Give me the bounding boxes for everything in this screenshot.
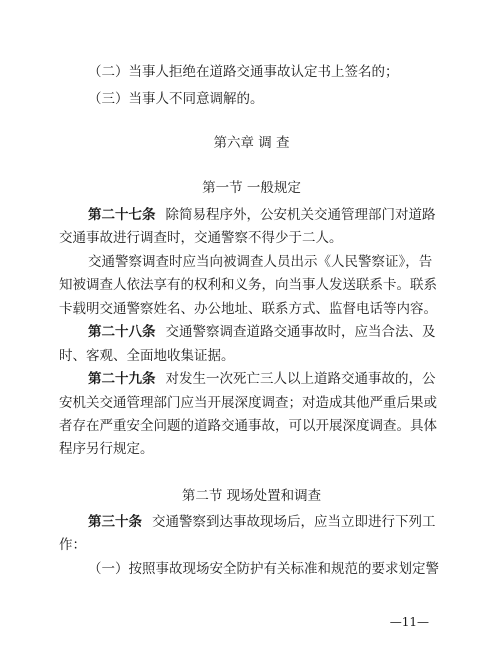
paragraph-2-line-3: 卡载明交通警察姓名、办公地址、联系方式、监督电话等内容。 bbox=[59, 301, 437, 317]
article-29-text-1: 对发生一次死亡三人以上道路交通事故的，公 bbox=[165, 371, 436, 387]
page-number: —11— bbox=[389, 615, 429, 629]
article-29-line-1 bbox=[88, 370, 447, 388]
article-29-line-4: 程序另行规定。 bbox=[59, 441, 154, 457]
chapter-title: 第六章 调 查 bbox=[213, 135, 290, 151]
article-27-line-2: 交通事故进行调查时，交通警察不得少于二人。 bbox=[59, 230, 343, 246]
article-30-title: 第三十条 bbox=[88, 514, 142, 530]
article-29-line-3: 者存在严重安全问题的道路交通事故，可以开展深度调查。具体 bbox=[59, 418, 437, 434]
paragraph-2-line-1: 交通警察调查时应当向被调查人员出示《人民警察证》，告 bbox=[88, 254, 433, 270]
article-28-text-1: 交通警察调查道路交通事故时，应当合法、及 bbox=[165, 324, 436, 340]
article-30-text-1: 交通警察到达事故现场后，应当立即进行下列工 bbox=[152, 514, 436, 530]
article-28-line-1 bbox=[88, 323, 447, 341]
article-28-line-2: 时、客观、全面地收集证据。 bbox=[59, 348, 235, 364]
paragraph-item-2: （二）当事人拒绝在道路交通事故认定书上签名的； bbox=[88, 64, 399, 80]
paragraph-item-3: （三）当事人不同意调解的。 bbox=[88, 91, 264, 107]
article-30-line-1 bbox=[88, 513, 447, 531]
section-title-1: 第一节 一般规定 bbox=[202, 180, 301, 196]
list-item-1: （一）按照事故现场安全防护有关标准和规范的要求划定警 bbox=[88, 561, 439, 577]
section-title-2: 第二节 现场处置和调查 bbox=[181, 488, 322, 504]
paragraph-2-line-2: 知被调查人依法享有的权利和义务，向当事人发送联系卡。联系 bbox=[59, 277, 437, 293]
article-29-line-2: 安机关交通管理部门应当开展深度调查；对造成其他严重后果或 bbox=[59, 395, 437, 411]
article-27-line-1 bbox=[88, 206, 447, 224]
article-27-title: 第二十七条 bbox=[88, 207, 156, 223]
article-29-title: 第二十九条 bbox=[88, 371, 156, 387]
article-27-text-1: 除简易程序外，公安机关交通管理部门对道路 bbox=[165, 207, 436, 223]
article-28-title: 第二十八条 bbox=[88, 324, 156, 340]
article-30-line-2: 作： bbox=[59, 537, 86, 553]
